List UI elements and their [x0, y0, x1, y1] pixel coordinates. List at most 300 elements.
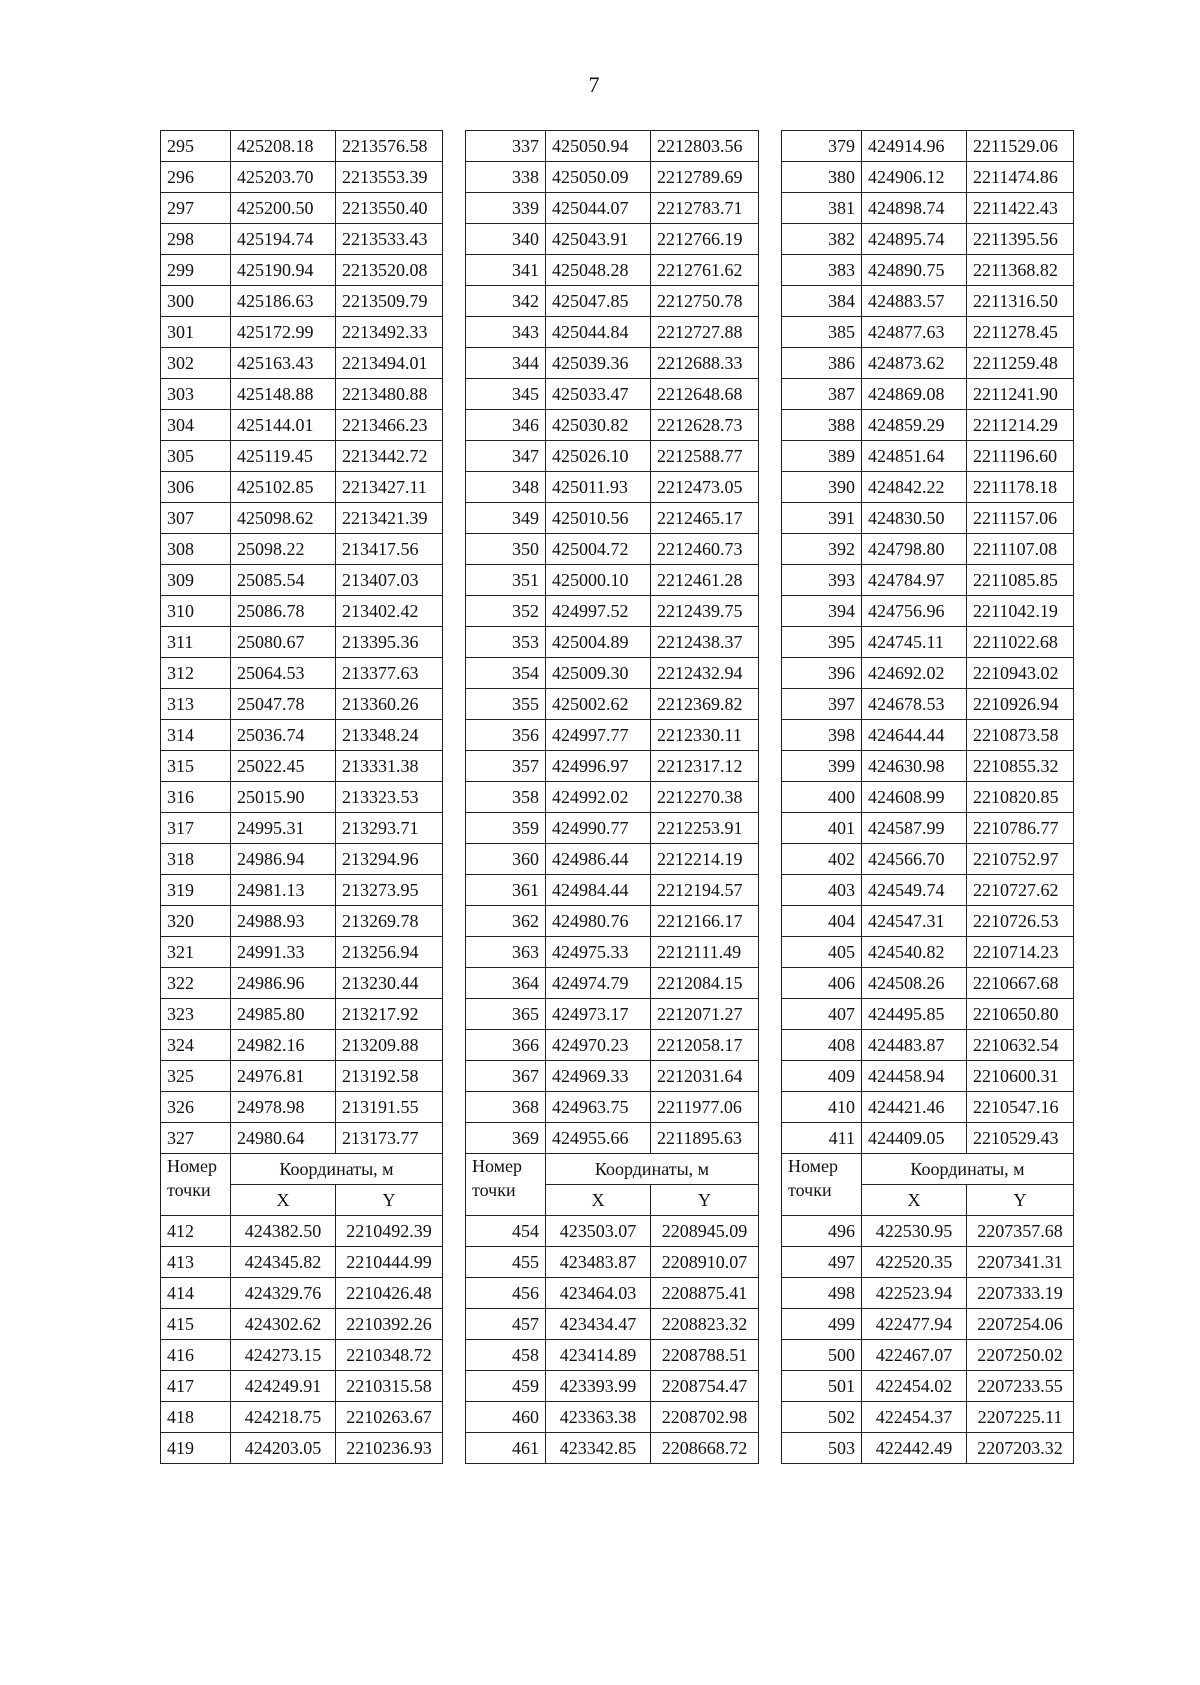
point-number: 497 [782, 1247, 862, 1278]
x-coordinate: 424986.44 [546, 844, 651, 875]
point-number: 358 [466, 782, 546, 813]
x-coordinate: 424273.15 [231, 1340, 336, 1371]
table-row [161, 1247, 1074, 1278]
y-coordinate: 2210632.54 [967, 1030, 1074, 1061]
y-coordinate: 2211422.43 [967, 193, 1074, 224]
y-header: Y [651, 1185, 759, 1216]
y-coordinate: 2211196.60 [967, 441, 1074, 472]
point-number: 412 [161, 1216, 231, 1247]
table-row [161, 906, 1074, 937]
table-row [161, 379, 1074, 410]
x-coordinate: 424992.02 [546, 782, 651, 813]
x-coordinate: 424996.97 [546, 751, 651, 782]
point-number: 320 [161, 906, 231, 937]
coordinates-header: Координаты, м [231, 1154, 443, 1185]
table-row [161, 255, 1074, 286]
point-number: 390 [782, 472, 862, 503]
point-number: 299 [161, 255, 231, 286]
point-number: 321 [161, 937, 231, 968]
x-coordinate: 424914.96 [862, 131, 967, 162]
table-row [161, 193, 1074, 224]
point-number: 337 [466, 131, 546, 162]
y-coordinate: 2213494.01 [336, 348, 443, 379]
y-coordinate: 2211278.45 [967, 317, 1074, 348]
table-row [161, 689, 1074, 720]
y-coordinate: 2212111.49 [651, 937, 759, 968]
y-coordinate: 2212750.78 [651, 286, 759, 317]
y-coordinate: 2212461.28 [651, 565, 759, 596]
point-number: 405 [782, 937, 862, 968]
point-number: 362 [466, 906, 546, 937]
page-number: 7 [588, 72, 600, 97]
x-coordinate: 422467.07 [862, 1340, 967, 1371]
point-number: 402 [782, 844, 862, 875]
x-coordinate: 425030.82 [546, 410, 651, 441]
x-coordinate: 424890.75 [862, 255, 967, 286]
point-number: 397 [782, 689, 862, 720]
x-coordinate: 422520.35 [862, 1247, 967, 1278]
point-number: 296 [161, 162, 231, 193]
y-coordinate: 2210820.85 [967, 782, 1074, 813]
x-coordinate: 425208.18 [231, 131, 336, 162]
point-number: 302 [161, 348, 231, 379]
point-number: 459 [466, 1371, 546, 1402]
point-number: 315 [161, 751, 231, 782]
y-coordinate: 2207333.19 [967, 1278, 1074, 1309]
x-coordinate: 425148.88 [231, 379, 336, 410]
point-number: 366 [466, 1030, 546, 1061]
x-coordinate: 424895.74 [862, 224, 967, 255]
x-coordinate: 425043.91 [546, 224, 651, 255]
point-number: 502 [782, 1402, 862, 1433]
y-coordinate: 2212460.73 [651, 534, 759, 565]
x-coordinate: 425186.63 [231, 286, 336, 317]
y-coordinate: 2212253.91 [651, 813, 759, 844]
point-number: 457 [466, 1309, 546, 1340]
y-coordinate: 213191.55 [336, 1092, 443, 1123]
x-header: X [546, 1185, 651, 1216]
point-number: 404 [782, 906, 862, 937]
x-coordinate: 424970.23 [546, 1030, 651, 1061]
y-coordinate: 213360.26 [336, 689, 443, 720]
x-coordinate: 424483.87 [862, 1030, 967, 1061]
y-coordinate: 2212369.82 [651, 689, 759, 720]
x-coordinate: 425044.84 [546, 317, 651, 348]
y-coordinate: 2210873.58 [967, 720, 1074, 751]
y-coordinate: 2207225.11 [967, 1402, 1074, 1433]
point-number: 361 [466, 875, 546, 906]
y-coordinate: 2212071.27 [651, 999, 759, 1030]
point-number: 303 [161, 379, 231, 410]
x-coordinate: 425050.09 [546, 162, 651, 193]
y-coordinate: 2212330.11 [651, 720, 759, 751]
x-header: X [231, 1185, 336, 1216]
y-coordinate: 2212628.73 [651, 410, 759, 441]
point-number: 342 [466, 286, 546, 317]
x-coordinate: 424997.77 [546, 720, 651, 751]
table-row [161, 224, 1074, 255]
y-coordinate: 2213492.33 [336, 317, 443, 348]
x-coordinate: 424540.82 [862, 937, 967, 968]
x-coordinate: 425004.72 [546, 534, 651, 565]
y-coordinate: 2210855.32 [967, 751, 1074, 782]
y-coordinate: 2210943.02 [967, 658, 1074, 689]
point-number: 343 [466, 317, 546, 348]
point-number: 408 [782, 1030, 862, 1061]
y-coordinate: 2212270.38 [651, 782, 759, 813]
x-coordinate: 424630.98 [862, 751, 967, 782]
x-coordinate: 25015.90 [231, 782, 336, 813]
x-coordinate: 425098.62 [231, 503, 336, 534]
y-coordinate: 2213550.40 [336, 193, 443, 224]
point-number: 363 [466, 937, 546, 968]
y-coordinate: 2207203.32 [967, 1433, 1074, 1464]
y-coordinate: 2208875.41 [651, 1278, 759, 1309]
point-number: 503 [782, 1433, 862, 1464]
y-coordinate: 213377.63 [336, 658, 443, 689]
table-row [161, 1030, 1074, 1061]
x-coordinate: 25098.22 [231, 534, 336, 565]
point-number: 418 [161, 1402, 231, 1433]
y-coordinate: 213402.42 [336, 596, 443, 627]
y-coordinate: 2210529.43 [967, 1123, 1074, 1154]
x-coordinate: 424980.76 [546, 906, 651, 937]
point-number: 456 [466, 1278, 546, 1309]
point-number: 355 [466, 689, 546, 720]
point-number: 354 [466, 658, 546, 689]
y-coordinate: 2212789.69 [651, 162, 759, 193]
table-row [161, 503, 1074, 534]
table-row [161, 844, 1074, 875]
point-number: 394 [782, 596, 862, 627]
coordinates-header: Координаты, м [862, 1154, 1074, 1185]
y-coordinate: 2210926.94 [967, 689, 1074, 720]
x-coordinate: 24995.31 [231, 813, 336, 844]
table-row [161, 875, 1074, 906]
table-row [161, 1216, 1074, 1247]
point-number: 409 [782, 1061, 862, 1092]
point-number: 415 [161, 1309, 231, 1340]
x-coordinate: 424566.70 [862, 844, 967, 875]
table-row [161, 1123, 1074, 1154]
x-coordinate: 24980.64 [231, 1123, 336, 1154]
y-coordinate: 2212031.64 [651, 1061, 759, 1092]
y-coordinate: 2212058.17 [651, 1030, 759, 1061]
point-number: 351 [466, 565, 546, 596]
y-coordinate: 213331.38 [336, 751, 443, 782]
x-coordinate: 425048.28 [546, 255, 651, 286]
x-coordinate: 425144.01 [231, 410, 336, 441]
y-coordinate: 2211395.56 [967, 224, 1074, 255]
table-row [161, 627, 1074, 658]
table-row [161, 782, 1074, 813]
x-coordinate: 25085.54 [231, 565, 336, 596]
y-coordinate: 2212588.77 [651, 441, 759, 472]
x-coordinate: 25080.67 [231, 627, 336, 658]
x-coordinate: 424249.91 [231, 1371, 336, 1402]
x-coordinate: 424745.11 [862, 627, 967, 658]
x-coordinate: 24978.98 [231, 1092, 336, 1123]
x-coordinate: 424608.99 [862, 782, 967, 813]
x-coordinate: 424974.79 [546, 968, 651, 999]
x-coordinate: 25064.53 [231, 658, 336, 689]
table-row [161, 1402, 1074, 1433]
x-coordinate: 424842.22 [862, 472, 967, 503]
point-number: 400 [782, 782, 862, 813]
x-coordinate: 424877.63 [862, 317, 967, 348]
x-coordinate: 424644.44 [862, 720, 967, 751]
x-coordinate: 424969.33 [546, 1061, 651, 1092]
y-coordinate: 2211259.48 [967, 348, 1074, 379]
y-coordinate: 2210348.72 [336, 1340, 443, 1371]
upper-rows [161, 131, 1074, 1154]
x-coordinate: 425200.50 [231, 193, 336, 224]
x-coordinate: 424329.76 [231, 1278, 336, 1309]
y-coordinate: 2212803.56 [651, 131, 759, 162]
y-coordinate: 2210786.77 [967, 813, 1074, 844]
point-number: 304 [161, 410, 231, 441]
x-coordinate: 424906.12 [862, 162, 967, 193]
x-coordinate: 425000.10 [546, 565, 651, 596]
y-coordinate: 2207233.55 [967, 1371, 1074, 1402]
y-coordinate: 2211085.85 [967, 565, 1074, 596]
point-number: 339 [466, 193, 546, 224]
x-coordinate: 424984.44 [546, 875, 651, 906]
point-number: 382 [782, 224, 862, 255]
x-coordinate: 424975.33 [546, 937, 651, 968]
table-row [161, 596, 1074, 627]
y-coordinate: 213209.88 [336, 1030, 443, 1061]
point-number: 352 [466, 596, 546, 627]
table-row [161, 1371, 1074, 1402]
point-number: 309 [161, 565, 231, 596]
point-number: 406 [782, 968, 862, 999]
point-number: 313 [161, 689, 231, 720]
lower-rows [161, 1216, 1074, 1464]
point-number: 369 [466, 1123, 546, 1154]
point-number: 391 [782, 503, 862, 534]
x-coordinate: 422454.37 [862, 1402, 967, 1433]
x-coordinate: 424990.77 [546, 813, 651, 844]
x-coordinate: 24986.96 [231, 968, 336, 999]
y-coordinate: 2213553.39 [336, 162, 443, 193]
table-row [161, 658, 1074, 689]
x-coordinate: 424997.52 [546, 596, 651, 627]
y-coordinate: 2207250.02 [967, 1340, 1074, 1371]
y-coordinate: 2212438.37 [651, 627, 759, 658]
y-coordinate: 2211214.29 [967, 410, 1074, 441]
y-coordinate: 2207341.31 [967, 1247, 1074, 1278]
table-row [161, 472, 1074, 503]
y-coordinate: 2213442.72 [336, 441, 443, 472]
y-coordinate: 2212727.88 [651, 317, 759, 348]
y-coordinate: 2211241.90 [967, 379, 1074, 410]
x-coordinate: 424784.97 [862, 565, 967, 596]
point-number: 359 [466, 813, 546, 844]
point-number: 381 [782, 193, 862, 224]
point-number: 396 [782, 658, 862, 689]
x-coordinate: 425119.45 [231, 441, 336, 472]
y-coordinate: 2208823.32 [651, 1309, 759, 1340]
point-number: 368 [466, 1092, 546, 1123]
x-coordinate: 425047.85 [546, 286, 651, 317]
x-coordinate: 424495.85 [862, 999, 967, 1030]
y-coordinate: 213256.94 [336, 937, 443, 968]
y-coordinate: 2207254.06 [967, 1309, 1074, 1340]
table-row [161, 565, 1074, 596]
point-number: 384 [782, 286, 862, 317]
x-coordinate: 24982.16 [231, 1030, 336, 1061]
y-coordinate: 2212166.17 [651, 906, 759, 937]
y-coordinate: 2212648.68 [651, 379, 759, 410]
y-coordinate: 213173.77 [336, 1123, 443, 1154]
x-coordinate: 425102.85 [231, 472, 336, 503]
table-row [161, 131, 1074, 162]
y-coordinate: 2213520.08 [336, 255, 443, 286]
point-number: 461 [466, 1433, 546, 1464]
y-coordinate: 213269.78 [336, 906, 443, 937]
x-coordinate: 423393.99 [546, 1371, 651, 1402]
x-coordinate: 424973.17 [546, 999, 651, 1030]
x-coordinate: 25036.74 [231, 720, 336, 751]
point-number: 395 [782, 627, 862, 658]
x-coordinate: 422442.49 [862, 1433, 967, 1464]
table-row [161, 410, 1074, 441]
y-coordinate: 2210752.97 [967, 844, 1074, 875]
point-number: 318 [161, 844, 231, 875]
x-coordinate: 424851.64 [862, 441, 967, 472]
table-row [161, 441, 1074, 472]
y-coordinate: 2208702.98 [651, 1402, 759, 1433]
x-coordinate: 424421.46 [862, 1092, 967, 1123]
table-row [161, 937, 1074, 968]
x-coordinate: 423363.38 [546, 1402, 651, 1433]
y-coordinate: 2212214.19 [651, 844, 759, 875]
y-coordinate: 2210650.80 [967, 999, 1074, 1030]
x-coordinate: 423342.85 [546, 1433, 651, 1464]
point-number: 387 [782, 379, 862, 410]
x-coordinate: 424963.75 [546, 1092, 651, 1123]
y-coordinate: 2212194.57 [651, 875, 759, 906]
y-coordinate: 2210667.68 [967, 968, 1074, 999]
point-number: 401 [782, 813, 862, 844]
point-number: 411 [782, 1123, 862, 1154]
point-number: 297 [161, 193, 231, 224]
x-coordinate: 425011.93 [546, 472, 651, 503]
y-coordinate: 2212473.05 [651, 472, 759, 503]
point-number: 306 [161, 472, 231, 503]
point-number: 414 [161, 1278, 231, 1309]
y-coordinate: 2212317.12 [651, 751, 759, 782]
x-coordinate: 25086.78 [231, 596, 336, 627]
point-number: 501 [782, 1371, 862, 1402]
x-coordinate: 425004.89 [546, 627, 651, 658]
point-number: 300 [161, 286, 231, 317]
table-row [161, 348, 1074, 379]
y-coordinate: 2210444.99 [336, 1247, 443, 1278]
point-number: 416 [161, 1340, 231, 1371]
point-number: 413 [161, 1247, 231, 1278]
point-number: 353 [466, 627, 546, 658]
point-number: 308 [161, 534, 231, 565]
x-coordinate: 24981.13 [231, 875, 336, 906]
y-coordinate: 213395.36 [336, 627, 443, 658]
point-number: 393 [782, 565, 862, 596]
x-coordinate: 25047.78 [231, 689, 336, 720]
y-coordinate: 2211157.06 [967, 503, 1074, 534]
x-coordinate: 424409.05 [862, 1123, 967, 1154]
y-coordinate: 2212761.62 [651, 255, 759, 286]
point-number: 338 [466, 162, 546, 193]
table-row [161, 720, 1074, 751]
y-coordinate: 2212783.71 [651, 193, 759, 224]
y-coordinate: 2210726.53 [967, 906, 1074, 937]
y-coordinate: 213217.92 [336, 999, 443, 1030]
x-coordinate: 424869.08 [862, 379, 967, 410]
point-number-header: Номер точки [782, 1154, 862, 1216]
x-coordinate: 422454.02 [862, 1371, 967, 1402]
point-number: 367 [466, 1061, 546, 1092]
y-coordinate: 2211178.18 [967, 472, 1074, 503]
point-number-header: Номер точки [466, 1154, 546, 1216]
y-coordinate: 2212465.17 [651, 503, 759, 534]
y-coordinate: 2210263.67 [336, 1402, 443, 1433]
y-coordinate: 2210600.31 [967, 1061, 1074, 1092]
x-coordinate: 425002.62 [546, 689, 651, 720]
x-header: X [862, 1185, 967, 1216]
table-row [161, 1061, 1074, 1092]
y-coordinate: 2211107.08 [967, 534, 1074, 565]
x-coordinate: 424549.74 [862, 875, 967, 906]
point-number: 327 [161, 1123, 231, 1154]
x-coordinate: 425044.07 [546, 193, 651, 224]
point-number: 410 [782, 1092, 862, 1123]
x-coordinate: 424458.94 [862, 1061, 967, 1092]
y-coordinate: 213323.53 [336, 782, 443, 813]
y-coordinate: 2210547.16 [967, 1092, 1074, 1123]
coordinates-header: Координаты, м [546, 1154, 759, 1185]
x-coordinate: 422530.95 [862, 1216, 967, 1247]
x-coordinate: 24976.81 [231, 1061, 336, 1092]
y-coordinate: 213417.56 [336, 534, 443, 565]
point-number: 324 [161, 1030, 231, 1061]
x-coordinate: 423503.07 [546, 1216, 651, 1247]
y-coordinate: 2208945.09 [651, 1216, 759, 1247]
y-coordinate: 2210426.48 [336, 1278, 443, 1309]
table-row [161, 1092, 1074, 1123]
point-number: 347 [466, 441, 546, 472]
x-coordinate: 424218.75 [231, 1402, 336, 1433]
point-number: 326 [161, 1092, 231, 1123]
x-coordinate: 423464.03 [546, 1278, 651, 1309]
x-coordinate: 423483.87 [546, 1247, 651, 1278]
y-coordinate: 2210714.23 [967, 937, 1074, 968]
x-coordinate: 24985.80 [231, 999, 336, 1030]
point-number: 460 [466, 1402, 546, 1433]
y-coordinate: 213294.96 [336, 844, 443, 875]
y-coordinate: 2211316.50 [967, 286, 1074, 317]
y-coordinate: 2211042.19 [967, 596, 1074, 627]
point-number: 348 [466, 472, 546, 503]
y-coordinate: 2211895.63 [651, 1123, 759, 1154]
y-coordinate: 2208754.47 [651, 1371, 759, 1402]
x-coordinate: 425163.43 [231, 348, 336, 379]
point-number: 499 [782, 1309, 862, 1340]
point-number: 341 [466, 255, 546, 286]
point-number: 364 [466, 968, 546, 999]
y-coordinate: 2211022.68 [967, 627, 1074, 658]
y-coordinate: 2210315.58 [336, 1371, 443, 1402]
